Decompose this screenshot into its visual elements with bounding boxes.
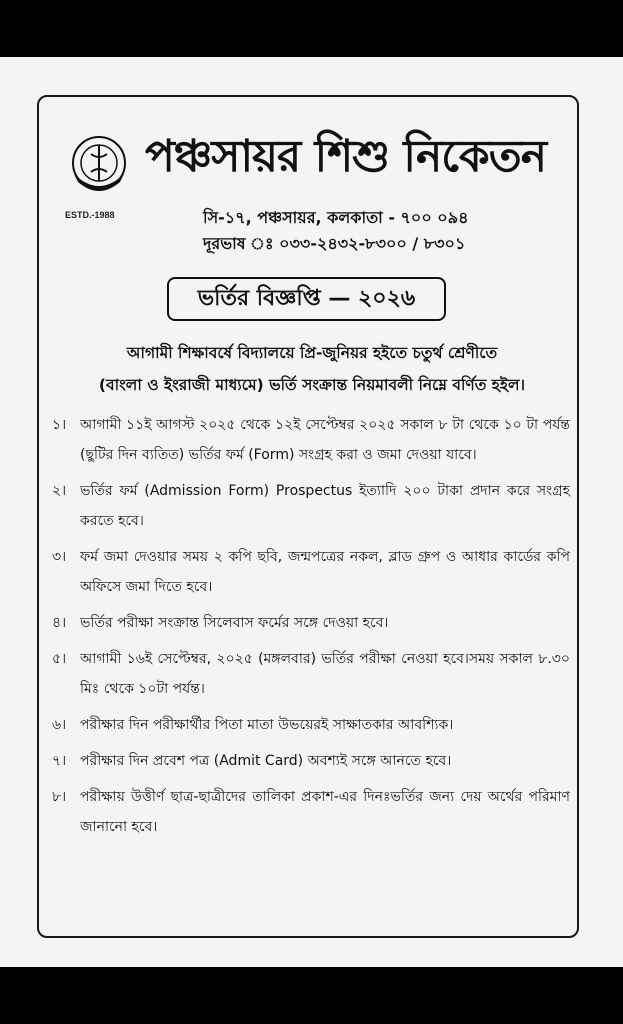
rule-number: ৮। — [52, 789, 67, 805]
school-phone: দূরভাষ ঃ ০৩৩-২৪৩২-৮৩০০ / ৮৩০১ — [203, 234, 466, 253]
rule-number: ৩। — [52, 549, 67, 565]
rule-text: পরীক্ষার দিন পরীক্ষার্থীর পিতা মাতা উভয়েরই সাক্ষাতকার আবশ্যিক। — [80, 717, 454, 733]
rule-number: ৪। — [52, 615, 67, 631]
rule-item — [52, 782, 570, 842]
rule-item — [52, 476, 570, 536]
intro-line-2: (বাংলা ও ইংরাজী মাধ্যমে) ভর্তি সংক্রান্ত নিয়মাবলী নিম্নে বর্ণিত হইল। — [98, 376, 526, 394]
rule-number: ২। — [52, 483, 67, 499]
school-name: পঞ্চসায়র শিশু নিকেতন — [145, 131, 546, 182]
rules-list — [52, 410, 570, 848]
rule-text: ভর্তির পরীক্ষা সংক্রান্ত সিলেবাস ফর্মের সঙ্গে দেওয়া হবে। — [80, 615, 389, 631]
rule-text: ভর্তির ফর্ম (Admission Form) Prospectus ইত্যাদি ২০০ টাকা প্রদান করে সংগ্রহ করতে হবে। — [80, 483, 570, 529]
rule-text: পরীক্ষায় উত্তীর্ণ ছাত্র-ছাত্রীদের তালিকা প্রকাশ-এর দিনঃভর্তির জন্য দেয় অর্থের পরিমাণ জানানো হবে। — [80, 789, 570, 835]
notice-paper — [0, 57, 623, 967]
school-address: সি-১৭, পঞ্চসায়র, কলকাতা - ৭০০ ০৯৪ — [203, 208, 469, 227]
rule-number: ৫। — [52, 651, 67, 667]
rule-item — [52, 644, 570, 704]
intro-line-1: আগামী শিক্ষাবর্ষে বিদ্যালয়ে প্রি-জুনিয়র হইতে চতুর্থ শ্রেণীতে — [126, 344, 498, 362]
rule-number: ৬। — [52, 717, 67, 733]
rule-item — [52, 608, 570, 638]
rule-item — [52, 410, 570, 470]
rule-text: আগামী ১১ই আগস্ট ২০২৫ থেকে ১২ই সেপ্টেম্বর ২০২৫ সকাল ৮ টা থেকে ১০ টা পর্যন্ত (ছুটির দিন ব্যতিত) ভর্তির ফর্ম (Form) সংগ্রহ করা ও জমা দেওয়া যাবে। — [80, 417, 570, 463]
rule-number: ১। — [52, 417, 67, 433]
school-emblem-icon — [64, 130, 134, 200]
rule-number: ৭। — [52, 753, 67, 769]
rule-item — [52, 710, 570, 740]
rule-text: পরীক্ষার দিন প্রবেশ পত্র (Admit Card) অবশ্যই সঙ্গে আনতে হবে। — [80, 753, 452, 769]
established-year: ESTD.-1988 — [65, 210, 115, 220]
rule-text: ফর্ম জমা দেওয়ার সময় ২ কপি ছবি, জন্মপত্রের নকল, ব্লাড গ্রুপ ও আধার কার্ডের কপি অফিসে জমা দিতে হবে। — [80, 549, 570, 595]
notice-title: ভর্তির বিজ্ঞপ্তি — ২০২৬ — [167, 277, 446, 321]
rule-item — [52, 542, 570, 602]
rule-item — [52, 746, 570, 776]
rule-text: আগামী ১৬ই সেপ্টেম্বর, ২০২৫ (মঙ্গলবার) ভর্তির পরীক্ষা নেওয়া হবে।সময় সকাল ৮.৩০ মিঃ থেকে ১০টা পর্যন্ত। — [80, 651, 570, 697]
